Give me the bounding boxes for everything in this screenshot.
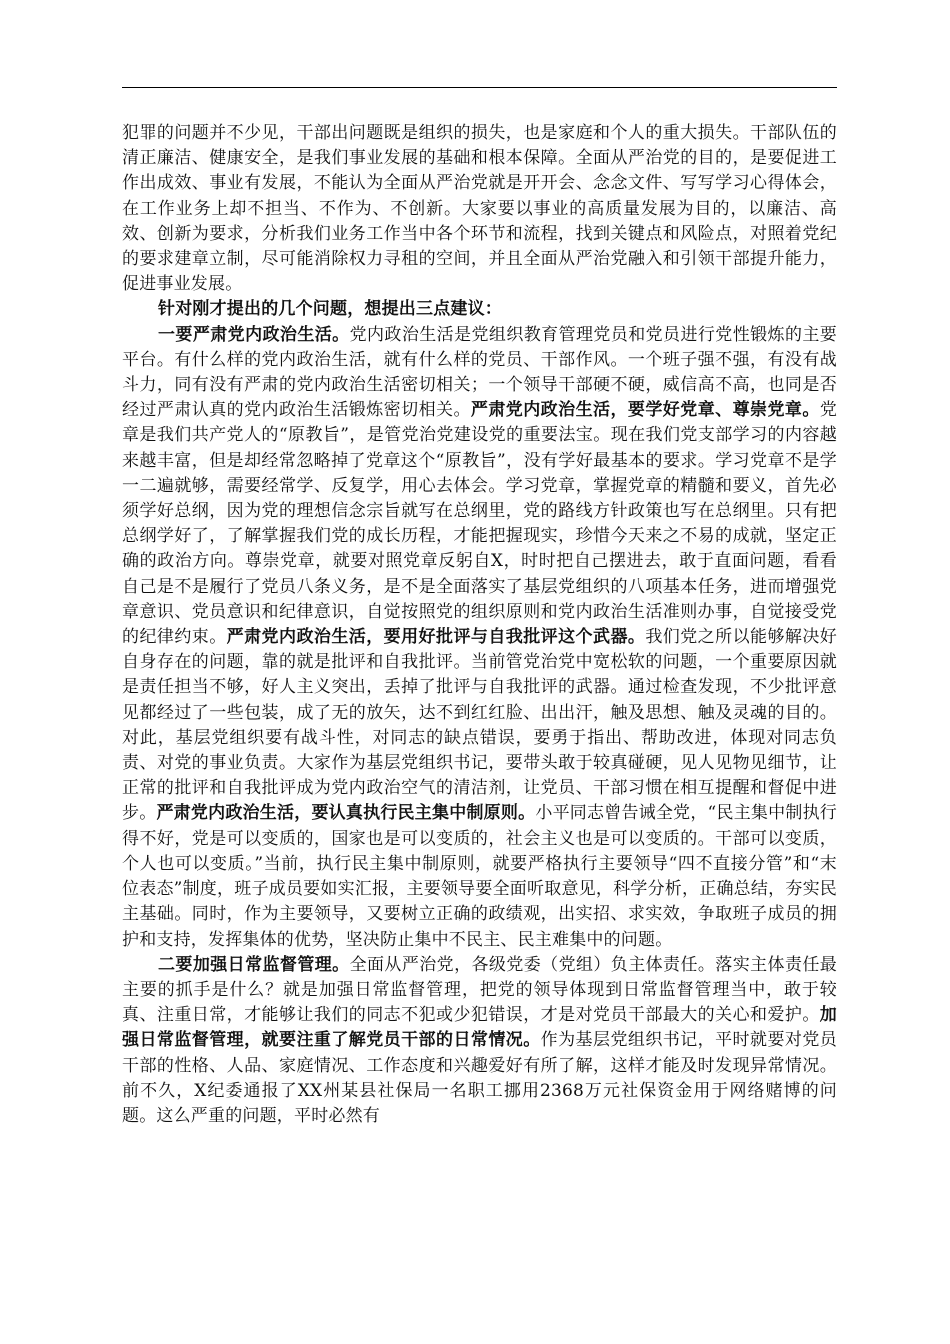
paragraph-continuation [122, 121, 837, 297]
bold-heading: 严肃党内政治生活，要学好党章、尊崇党章。 [470, 400, 820, 421]
bold-heading: 严肃党内政治生活，要用好批评与自我批评这个武器。 [226, 627, 646, 648]
bold-heading: 严肃党内政治生活，要认真执行民主集中制原则。 [156, 803, 536, 824]
text-run: 作为基层党组织书记，平时就要对党员干部的性格、人品、家庭情况、工作态度和兴趣爱好有所了解，这样才能及时发现异常情况。前不久，X纪委通报了XX州某县社保局一名职工挪用2368万元社保资金用于网络赌博的问题。这么严重的问题，平时必然有 [122, 1030, 837, 1126]
bold-heading: 一要严肃党内政治生活。 [158, 324, 350, 345]
text-run: 党章是我们共产党人的“原教旨”，是管党治党建设党的重要法宝。现在我们党支部学习的内容越来越丰富，但是却经常忽略掉了党章这个“原教旨”，没有学好最基本的要求。学习党章不是学一二遍就够，需要经常学、反复学，用心去体会。学习党章，掌握党章的精髓和要义，首先必须学好总纲，因为党的理想信念宗旨就写在总纲里，党的路线方针政策也写在总纲里。只有把总纲学好了，了解掌握我们党的成长历程，才能把握现实，珍惜今天来之不易的成就，坚定正确的政治方向。尊崇党章，就要对照党章反躬自X，时时把自己摆进去，敢于直面问题，看看自己是不是履行了党员八条义务，是不是全面落实了基层党组织的八项基本任务，进而增强党章意识、党员意识和纪律意识，自觉按照党的组织原则和党内政治生活准则办事，自觉接受党的纪律约束。 [122, 400, 838, 648]
text-run: 我们党之所以能够解决好自身存在的问题，靠的就是批评和自我批评。当前管党治党中宽松软的问题，一个重要原因就是责任担当不够，好人主义突出，丢掉了批评与自我批评的武器。通过检查发现，不少批评意见都经过了一些包装，成了无的放矢，达不到红红脸、出出汗，触及思想、触及灵魂的目的。对此，基层党组织要有战斗性，对同志的缺点错误，要勇于指出、帮助改进，体现对同志负责、对党的事业负责。大家作为基层党组织书记，要带头敢于较真碰硬，见人见物见细节，让正常的批评和自我批评成为党内政治空气的清洁剂，让党员、干部习惯在相互提醒和督促中进步。 [122, 627, 837, 824]
document-body [122, 121, 837, 1129]
bold-heading: 加强日常监督管理，就要注重了解党员干部的日常情况。 [122, 1005, 837, 1051]
header-rule [122, 87, 837, 88]
paragraph-intro [122, 297, 837, 322]
bold-heading: 针对刚才提出的几个问题，想提出三点建议： [158, 299, 502, 320]
bold-heading: 二要加强日常监督管理。 [158, 954, 350, 975]
text-run: 全面从严治党，各级党委（党组）负主体责任。落实主体责任最主要的抓手是什么？就是加强日常监督管理，把党的领导体现到日常监督管理当中，敢于较真、注重日常，才能够让我们的同志不犯或少犯错误，才是对党员干部最大的关心和爱护。 [122, 954, 837, 1026]
paragraph-point-one [122, 323, 837, 953]
text-run: 党内政治生活是党组织教育管理党员和党员进行党性锻炼的主要平台。有什么样的党内政治生活，就有什么样的党员、干部作风。一个班子强不强，有没有战斗力，同有没有严肃的党内政治生活密切相关；一个领导干部硬不硬，威信高不高，也同是否经过严肃认真的党内政治生活锻炼密切相关。 [122, 324, 837, 421]
paragraph-point-two [122, 953, 837, 1129]
text-run: 犯罪的问题并不少见，干部出问题既是组织的损失，也是家庭和个人的重大损失。干部队伍的清正廉洁、健康安全，是我们事业发展的基础和根本保障。全面从严治党的目的，是要促进工作出成效、事业有发展，不能认为全面从严治党就是开开会、念念文件、写写学习心得体会，在工作业务上却不担当、不作为、不创新。大家要以事业的高质量发展为目的，以廉洁、高效、创新为要求，分析我们业务工作当中各个环节和流程，找到关键点和风险点，对照着党纪的要求建章立制，尽可能消除权力寻租的空间，并且全面从严治党融入和引领干部提升能力，促进事业发展。 [122, 123, 837, 295]
text-run: 小平同志曾告诫全党，“民主集中制执行得不好，党是可以变质的，国家也是可以变质的，社会主义也是可以变质的。干部可以变质，个人也可以变质。”当前，执行民主集中制原则，就要严格执行主要领导“四不直接分管”和“末位表态”制度，班子成员要如实汇报，主要领导要全面听取意见，科学分析，正确总结，夯实民主基础。同时，作为主要领导，又要树立正确的政绩观，出实招、求实效，争取班子成员的拥护和支持，发挥集体的优势，坚决防止集中不民主、民主难集中的问题。 [122, 803, 838, 950]
